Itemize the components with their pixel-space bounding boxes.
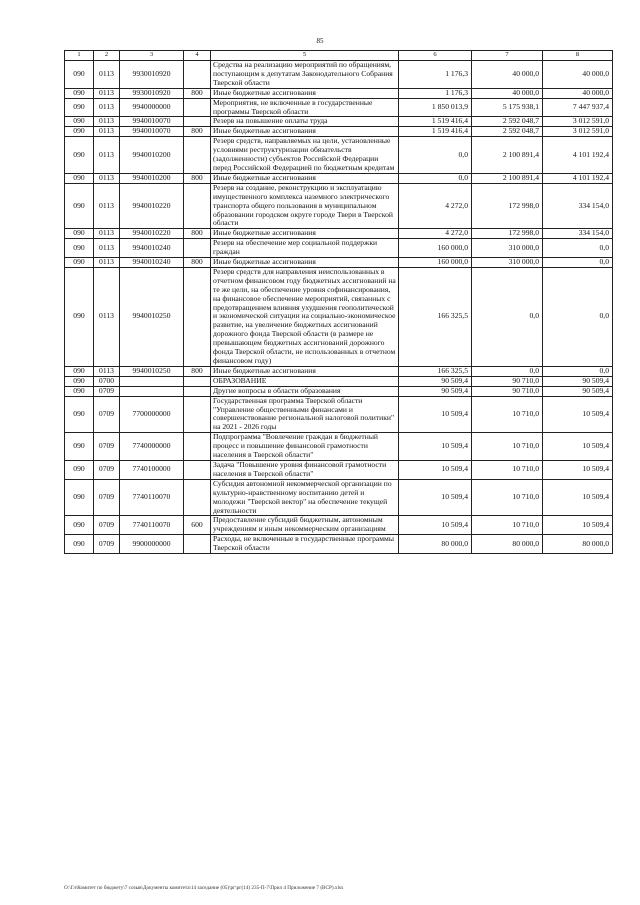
- amount-cell-col8: 10 509,4: [543, 479, 613, 516]
- admin-code-cell: 090: [65, 535, 94, 554]
- expense-type-cell: [184, 479, 211, 516]
- description-cell: Предоставление субсидий бюджетным, автономным учреждениям и иным некоммерческим организациям: [211, 516, 399, 535]
- expense-type-cell: [184, 239, 211, 258]
- expense-type-cell: [184, 137, 211, 174]
- amount-cell-col8: 90 509,4: [543, 386, 613, 396]
- section-code-cell: 0709: [94, 460, 120, 479]
- table-row: [65, 117, 613, 127]
- header-row: [65, 51, 613, 61]
- target-article-cell: [120, 376, 184, 386]
- section-code-cell: 0709: [94, 396, 120, 433]
- amount-cell-col6: 166 325,5: [399, 267, 472, 366]
- section-code-cell: 0113: [94, 173, 120, 183]
- amount-cell-col6: 166 325,5: [399, 366, 472, 376]
- amount-cell-col8: 40 000,0: [543, 88, 613, 98]
- expense-type-cell: [184, 61, 211, 89]
- description-cell: Другие вопросы в области образования: [211, 386, 399, 396]
- amount-cell-col7: 10 710,0: [472, 460, 543, 479]
- amount-cell-col6: 10 509,4: [399, 516, 472, 535]
- amount-cell-col8: 7 447 937,4: [543, 98, 613, 117]
- table-row: [65, 127, 613, 137]
- description-cell: Резерв на создание, реконструкцию и эксплуатацию имущественного комплекса наземного электрического транспорта общего пользования в муниципальном образовании городском округе городе Твери в Тверской области: [211, 183, 399, 229]
- section-code-cell: 0113: [94, 88, 120, 98]
- section-code-cell: 0113: [94, 98, 120, 117]
- target-article-cell: 9940000000: [120, 98, 184, 117]
- amount-cell-col7: 80 000,0: [472, 535, 543, 554]
- description-cell: Расходы, не включенные в государственные программы Тверской области: [211, 535, 399, 554]
- section-code-cell: 0113: [94, 239, 120, 258]
- amount-cell-col6: 4 272,0: [399, 183, 472, 229]
- amount-cell-col7: 10 710,0: [472, 479, 543, 516]
- admin-code-cell: 090: [65, 61, 94, 89]
- description-cell: Задача "Повышение уровня финансовой грамотности населения в Тверской области": [211, 460, 399, 479]
- description-cell: Резерв средств, направляемых на цели, установленные условиями реструктуризации обязательств (задолженности) субъектов Российской Федерации перед Российской Федерацией по бюджетным кредитам: [211, 137, 399, 174]
- amount-cell-col7: 10 710,0: [472, 433, 543, 461]
- table-row: [65, 396, 613, 433]
- amount-cell-col7: 2 100 891,4: [472, 173, 543, 183]
- amount-cell-col8: 3 012 591,0: [543, 117, 613, 127]
- amount-cell-col8: 0,0: [543, 366, 613, 376]
- section-code-cell: 0113: [94, 137, 120, 174]
- amount-cell-col8: 10 509,4: [543, 516, 613, 535]
- table-row: [65, 239, 613, 258]
- table-body: [65, 51, 613, 554]
- admin-code-cell: 090: [65, 258, 94, 268]
- admin-code-cell: 090: [65, 460, 94, 479]
- section-code-cell: 0113: [94, 127, 120, 137]
- target-article-cell: 9900000000: [120, 535, 184, 554]
- amount-cell-col8: 4 101 192,4: [543, 137, 613, 174]
- table-row: [65, 535, 613, 554]
- description-cell: Иные бюджетные ассигнования: [211, 229, 399, 239]
- amount-cell-col8: 334 154,0: [543, 229, 613, 239]
- section-code-cell: 0700: [94, 376, 120, 386]
- admin-code-cell: 090: [65, 366, 94, 376]
- expense-type-cell: 800: [184, 88, 211, 98]
- amount-cell-col7: 0,0: [472, 267, 543, 366]
- target-article-cell: 9940010070: [120, 117, 184, 127]
- section-code-cell: 0709: [94, 479, 120, 516]
- column-header: 7: [472, 51, 543, 61]
- table-row: [65, 376, 613, 386]
- amount-cell-col7: 2 592 048,7: [472, 127, 543, 137]
- description-cell: Подпрограмма "Вовлечение граждан в бюджетный процесс и повышение финансовой грамотности населения в Тверской области": [211, 433, 399, 461]
- amount-cell-col7: 172 998,0: [472, 183, 543, 229]
- amount-cell-col6: 0,0: [399, 173, 472, 183]
- target-article-cell: 9930010920: [120, 61, 184, 89]
- description-cell: Субсидия автономной некоммерческой организации по культурно-нравственному воспитанию детей и молодежи "Тверской вектор" на обеспечение текущей деятельности: [211, 479, 399, 516]
- amount-cell-col6: 1 519 416,4: [399, 117, 472, 127]
- admin-code-cell: 090: [65, 479, 94, 516]
- amount-cell-col7: 90 710,0: [472, 386, 543, 396]
- amount-cell-col6: 160 000,0: [399, 239, 472, 258]
- target-article-cell: 7740110070: [120, 479, 184, 516]
- description-cell: Иные бюджетные ассигнования: [211, 258, 399, 268]
- amount-cell-col7: 5 175 938,1: [472, 98, 543, 117]
- column-header: 8: [543, 51, 613, 61]
- table-row: [65, 229, 613, 239]
- target-article-cell: 7740000000: [120, 433, 184, 461]
- amount-cell-col7: 10 710,0: [472, 516, 543, 535]
- description-cell: Иные бюджетные ассигнования: [211, 173, 399, 183]
- description-cell: Резерв средств для направления неиспользованных в отчетном финансовом году бюджетных ассигнований на те же цели, на обеспечение уровня софинансирования, на финансовое обеспечение мероприятий, связанных с предотвращением влияния ухудшения геополитической и экономической ситуации на социально-экономическое развитие, на увеличение бюджетных ассигнований дорожного фонда Тверской области (в размере не превышающем бюджетных ассигнований дорожного фонда Тверской области, не использованных в отчетном финансовом году): [211, 267, 399, 366]
- admin-code-cell: 090: [65, 386, 94, 396]
- column-header: 4: [184, 51, 211, 61]
- amount-cell-col6: 1 176,3: [399, 88, 472, 98]
- description-cell: Иные бюджетные ассигнования: [211, 88, 399, 98]
- amount-cell-col8: 90 509,4: [543, 376, 613, 386]
- amount-cell-col7: 10 710,0: [472, 396, 543, 433]
- target-article-cell: 9940010250: [120, 267, 184, 366]
- amount-cell-col8: 40 000,0: [543, 61, 613, 89]
- description-cell: Средства на реализацию мероприятий по обращениям, поступающим к депутатам Законодательного Собрания Тверской области: [211, 61, 399, 89]
- description-cell: Резерв на обеспечение мер социальной поддержки граждан: [211, 239, 399, 258]
- expense-type-cell: 800: [184, 127, 211, 137]
- admin-code-cell: 090: [65, 117, 94, 127]
- amount-cell-col6: 1 850 013,9: [399, 98, 472, 117]
- amount-cell-col8: 334 154,0: [543, 183, 613, 229]
- table-row: [65, 460, 613, 479]
- section-code-cell: 0709: [94, 535, 120, 554]
- description-cell: Иные бюджетные ассигнования: [211, 366, 399, 376]
- table-row: [65, 98, 613, 117]
- table-row: [65, 366, 613, 376]
- amount-cell-col8: 10 509,4: [543, 433, 613, 461]
- table-row: [65, 516, 613, 535]
- target-article-cell: 7740110070: [120, 516, 184, 535]
- description-cell: Иные бюджетные ассигнования: [211, 127, 399, 137]
- description-cell: ОБРАЗОВАНИЕ: [211, 376, 399, 386]
- table-row: [65, 479, 613, 516]
- target-article-cell: 7740100000: [120, 460, 184, 479]
- amount-cell-col6: 10 509,4: [399, 479, 472, 516]
- expense-type-cell: [184, 376, 211, 386]
- expense-type-cell: 600: [184, 516, 211, 535]
- column-header: 3: [120, 51, 184, 61]
- amount-cell-col6: 10 509,4: [399, 460, 472, 479]
- page-number: 85: [316, 37, 324, 45]
- expense-type-cell: 800: [184, 258, 211, 268]
- target-article-cell: 9940010240: [120, 258, 184, 268]
- expense-type-cell: [184, 396, 211, 433]
- admin-code-cell: 090: [65, 433, 94, 461]
- amount-cell-col8: 0,0: [543, 258, 613, 268]
- column-header: 5: [211, 51, 399, 61]
- expense-type-cell: [184, 433, 211, 461]
- column-header: 6: [399, 51, 472, 61]
- amount-cell-col7: 90 710,0: [472, 376, 543, 386]
- table-row: [65, 88, 613, 98]
- table-row: [65, 258, 613, 268]
- table-row: [65, 61, 613, 89]
- expense-type-cell: [184, 117, 211, 127]
- column-header: 2: [94, 51, 120, 61]
- table-row: [65, 267, 613, 366]
- description-cell: Резерв на повышение оплаты труда: [211, 117, 399, 127]
- amount-cell-col8: 10 509,4: [543, 396, 613, 433]
- amount-cell-col7: 40 000,0: [472, 88, 543, 98]
- target-article-cell: 9940010200: [120, 173, 184, 183]
- section-code-cell: 0709: [94, 433, 120, 461]
- expense-type-cell: 800: [184, 173, 211, 183]
- amount-cell-col6: 10 509,4: [399, 396, 472, 433]
- amount-cell-col7: 2 100 891,4: [472, 137, 543, 174]
- admin-code-cell: 090: [65, 127, 94, 137]
- target-article-cell: 9930010920: [120, 88, 184, 98]
- section-code-cell: 0113: [94, 229, 120, 239]
- section-code-cell: 0113: [94, 258, 120, 268]
- table-row: [65, 137, 613, 174]
- expense-type-cell: [184, 98, 211, 117]
- expense-type-cell: 800: [184, 229, 211, 239]
- expense-type-cell: [184, 386, 211, 396]
- amount-cell-col8: 80 000,0: [543, 535, 613, 554]
- target-article-cell: 9940010220: [120, 229, 184, 239]
- target-article-cell: 9940010070: [120, 127, 184, 137]
- target-article-cell: 9940010250: [120, 366, 184, 376]
- amount-cell-col8: 0,0: [543, 267, 613, 366]
- amount-cell-col6: 80 000,0: [399, 535, 472, 554]
- target-article-cell: 9940010240: [120, 239, 184, 258]
- table-row: [65, 386, 613, 396]
- admin-code-cell: 090: [65, 376, 94, 386]
- expense-type-cell: [184, 183, 211, 229]
- target-article-cell: 9940010200: [120, 137, 184, 174]
- table-row: [65, 183, 613, 229]
- expense-type-cell: [184, 460, 211, 479]
- amount-cell-col8: 3 012 591,0: [543, 127, 613, 137]
- section-code-cell: 0709: [94, 386, 120, 396]
- section-code-cell: 0113: [94, 366, 120, 376]
- expense-type-cell: [184, 267, 211, 366]
- amount-cell-col6: 1 176,3: [399, 61, 472, 89]
- amount-cell-col8: 10 509,4: [543, 460, 613, 479]
- amount-cell-col7: 310 000,0: [472, 239, 543, 258]
- amount-cell-col7: 172 998,0: [472, 229, 543, 239]
- amount-cell-col8: 4 101 192,4: [543, 173, 613, 183]
- amount-cell-col6: 1 519 416,4: [399, 127, 472, 137]
- amount-cell-col6: 90 509,4: [399, 386, 472, 396]
- admin-code-cell: 090: [65, 173, 94, 183]
- amount-cell-col7: 0,0: [472, 366, 543, 376]
- section-code-cell: 0709: [94, 516, 120, 535]
- target-article-cell: 9940010220: [120, 183, 184, 229]
- amount-cell-col6: 4 272,0: [399, 229, 472, 239]
- admin-code-cell: 090: [65, 516, 94, 535]
- admin-code-cell: 090: [65, 137, 94, 174]
- file-path-footer: O:\Гл\Комитет по бюджету\7 созыв\Документы комитета\14 заседание (05)\рг\рг(14) 235-П-7\Прил 4 Приложение 7 (ВСР).xlsx: [64, 885, 344, 891]
- table-row: [65, 173, 613, 183]
- admin-code-cell: 090: [65, 88, 94, 98]
- section-code-cell: 0113: [94, 183, 120, 229]
- target-article-cell: [120, 386, 184, 396]
- expense-type-cell: [184, 535, 211, 554]
- table-row: [65, 433, 613, 461]
- amount-cell-col6: 90 509,4: [399, 376, 472, 386]
- admin-code-cell: 090: [65, 267, 94, 366]
- section-code-cell: 0113: [94, 61, 120, 89]
- section-code-cell: 0113: [94, 267, 120, 366]
- description-cell: Мероприятия, не включенные в государственные программы Тверской области: [211, 98, 399, 117]
- admin-code-cell: 090: [65, 229, 94, 239]
- expense-type-cell: 800: [184, 366, 211, 376]
- amount-cell-col6: 160 000,0: [399, 258, 472, 268]
- admin-code-cell: 090: [65, 239, 94, 258]
- amount-cell-col6: 0,0: [399, 137, 472, 174]
- budget-table: [64, 50, 613, 554]
- amount-cell-col7: 2 592 048,7: [472, 117, 543, 127]
- description-cell: Государственная программа Тверской области "Управление общественными финансами и совершенствование региональной налоговой политики" на 2021 - 2026 годы: [211, 396, 399, 433]
- target-article-cell: 7700000000: [120, 396, 184, 433]
- admin-code-cell: 090: [65, 396, 94, 433]
- amount-cell-col6: 10 509,4: [399, 433, 472, 461]
- column-header: 1: [65, 51, 94, 61]
- amount-cell-col7: 310 000,0: [472, 258, 543, 268]
- admin-code-cell: 090: [65, 98, 94, 117]
- amount-cell-col7: 40 000,0: [472, 61, 543, 89]
- admin-code-cell: 090: [65, 183, 94, 229]
- amount-cell-col8: 0,0: [543, 239, 613, 258]
- section-code-cell: 0113: [94, 117, 120, 127]
